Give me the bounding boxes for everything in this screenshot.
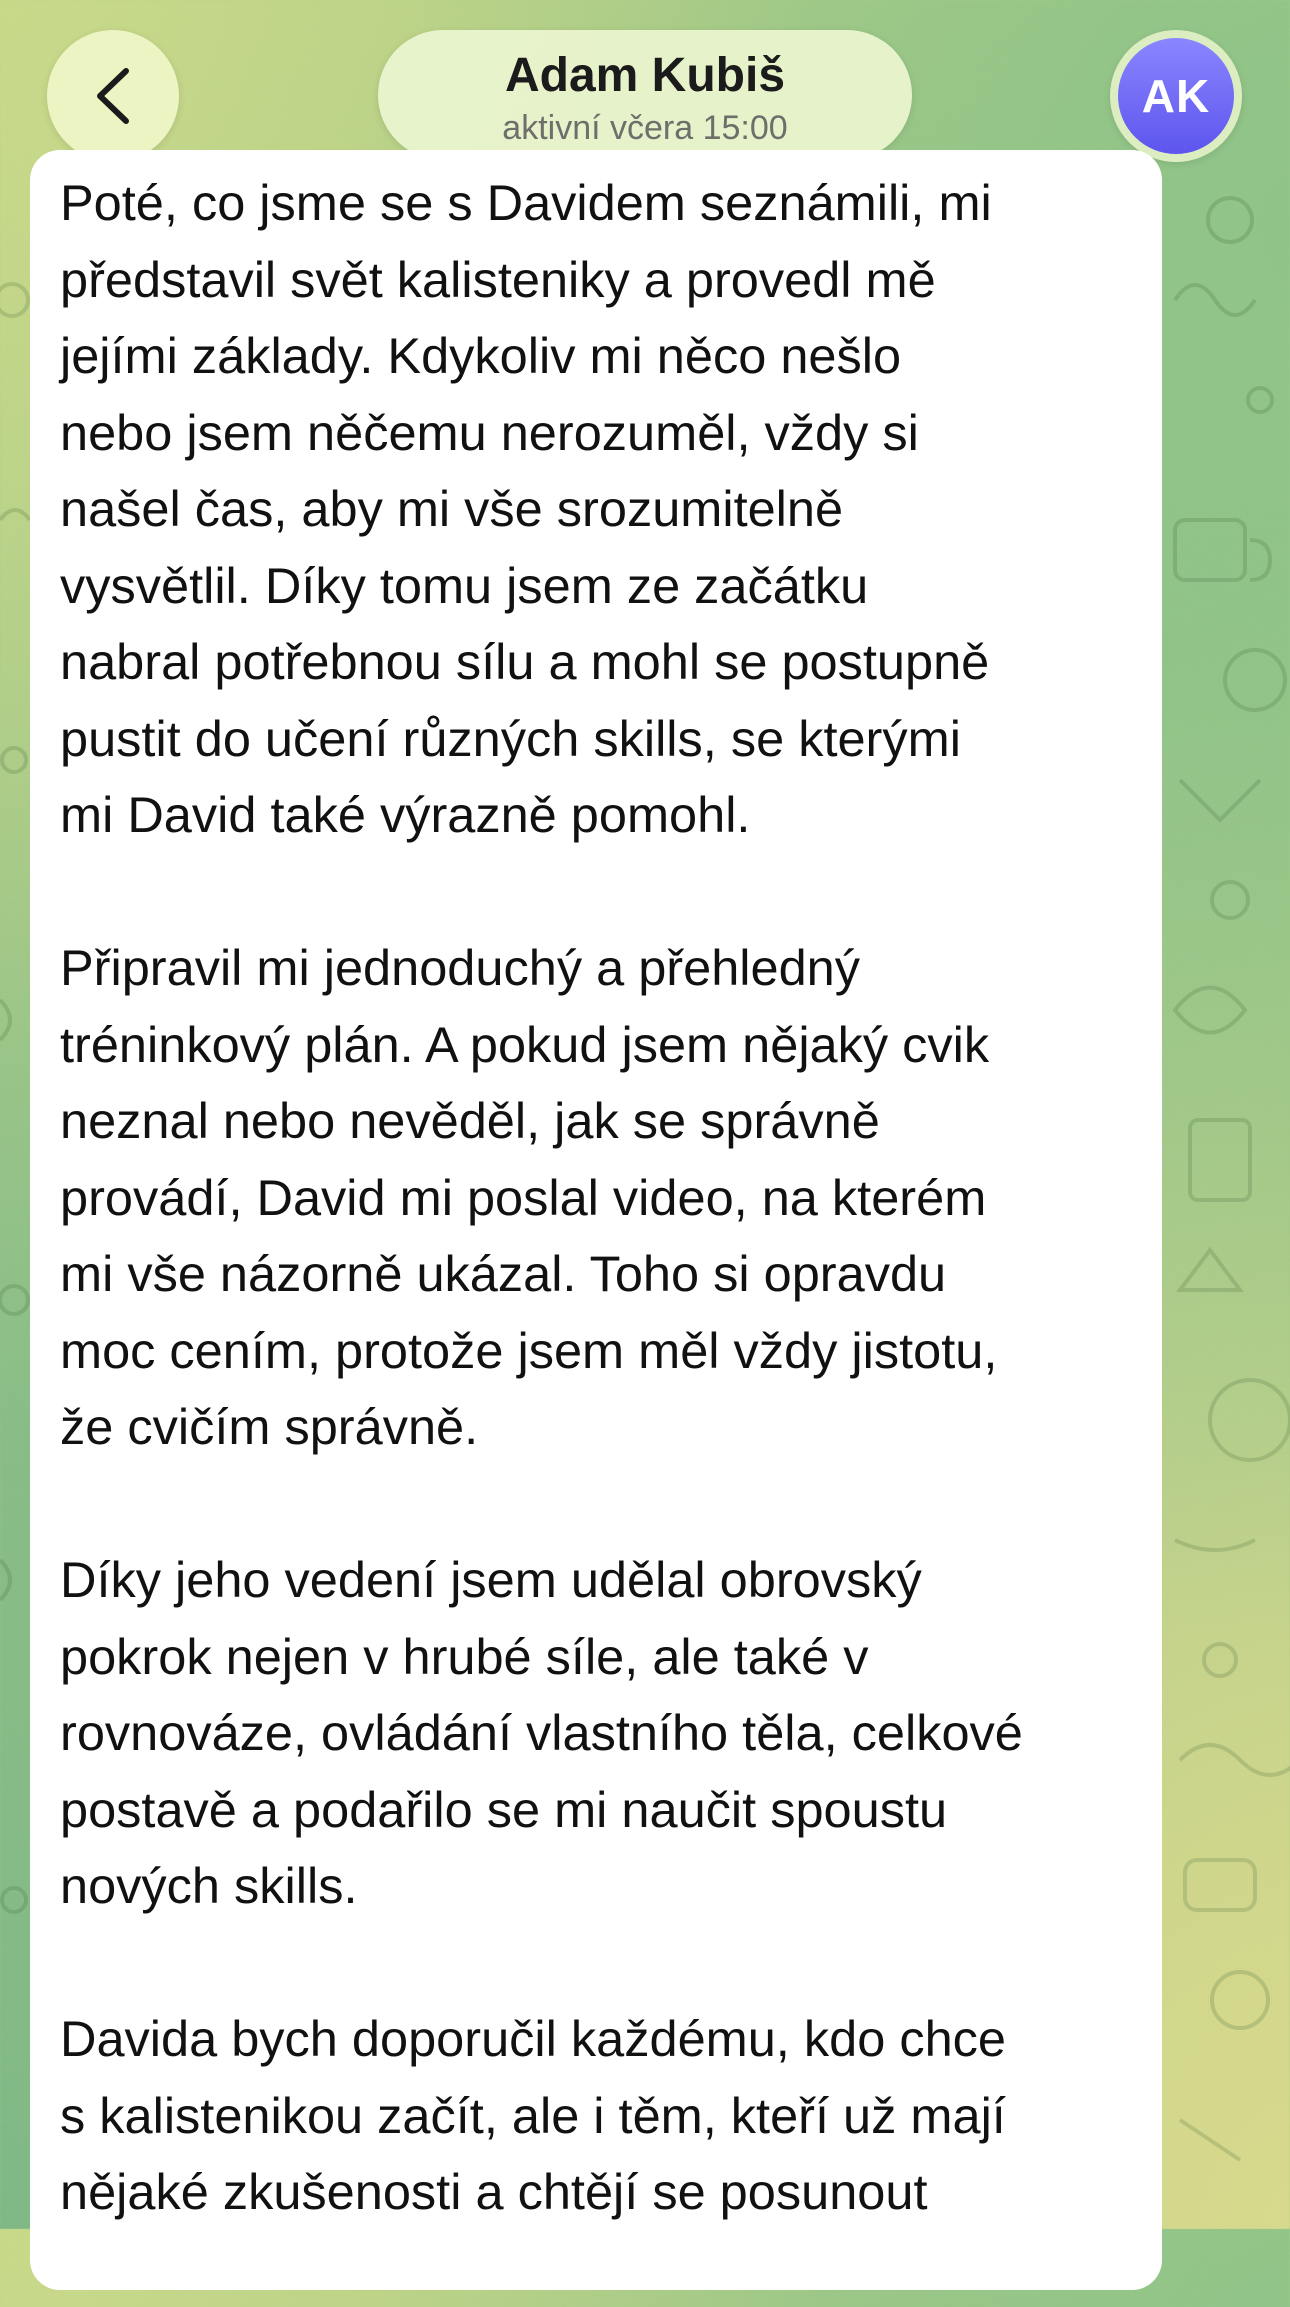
- last-seen-status: aktivní včera 15:00: [502, 109, 788, 147]
- message-paragraph: Díky jeho vedení jsem udělal obrovský pokrok nejen v hrubé síle, ale také v rovnováze, ovládání vlastního těla, celkové postavě a podařilo se mi naučit spoustu nových skills.: [60, 1551, 1023, 1914]
- message-paragraph: Připravil mi jednoduchý a přehledný tréninkový plán. A pokud jsem nějaký cvik neznal nebo nevěděl, jak se správně provádí, David mi poslal video, na kterém mi vše názorně ukázal. Toho si opravdu moc cením, protože jsem měl vždy jistotu, že cvičím správně.: [60, 939, 998, 1455]
- contact-name: Adam Kubiš: [504, 49, 786, 102]
- chat-header: [0, 0, 1290, 165]
- avatar-button[interactable]: [1110, 30, 1242, 162]
- contact-info-button[interactable]: [378, 30, 912, 160]
- message-text: [60, 165, 1150, 2307]
- chevron-left-icon: [90, 65, 136, 127]
- avatar: AK: [1118, 38, 1234, 154]
- message-paragraph: Davida bych doporučil každému, kdo chce s kalistenikou začít, ale i těm, kteří už mají nějaké zkušenosti a chtějí se posunout: [60, 2010, 1006, 2220]
- back-button[interactable]: [47, 30, 179, 162]
- message-paragraph: Poté, co jsme se s Davidem seznámili, mi představil svět kalisteniky a provedl mě jejími základy. Kdykoliv mi něco nešlo nebo jsem něčemu nerozuměl, vždy si našel čas, aby mi vše srozumitelně vysvětlil. Díky tomu jsem ze začátku nabral potřebnou sílu a mohl se postupně pustit do učení různých skills, se kterými mi David také výrazně pomohl.: [60, 174, 992, 843]
